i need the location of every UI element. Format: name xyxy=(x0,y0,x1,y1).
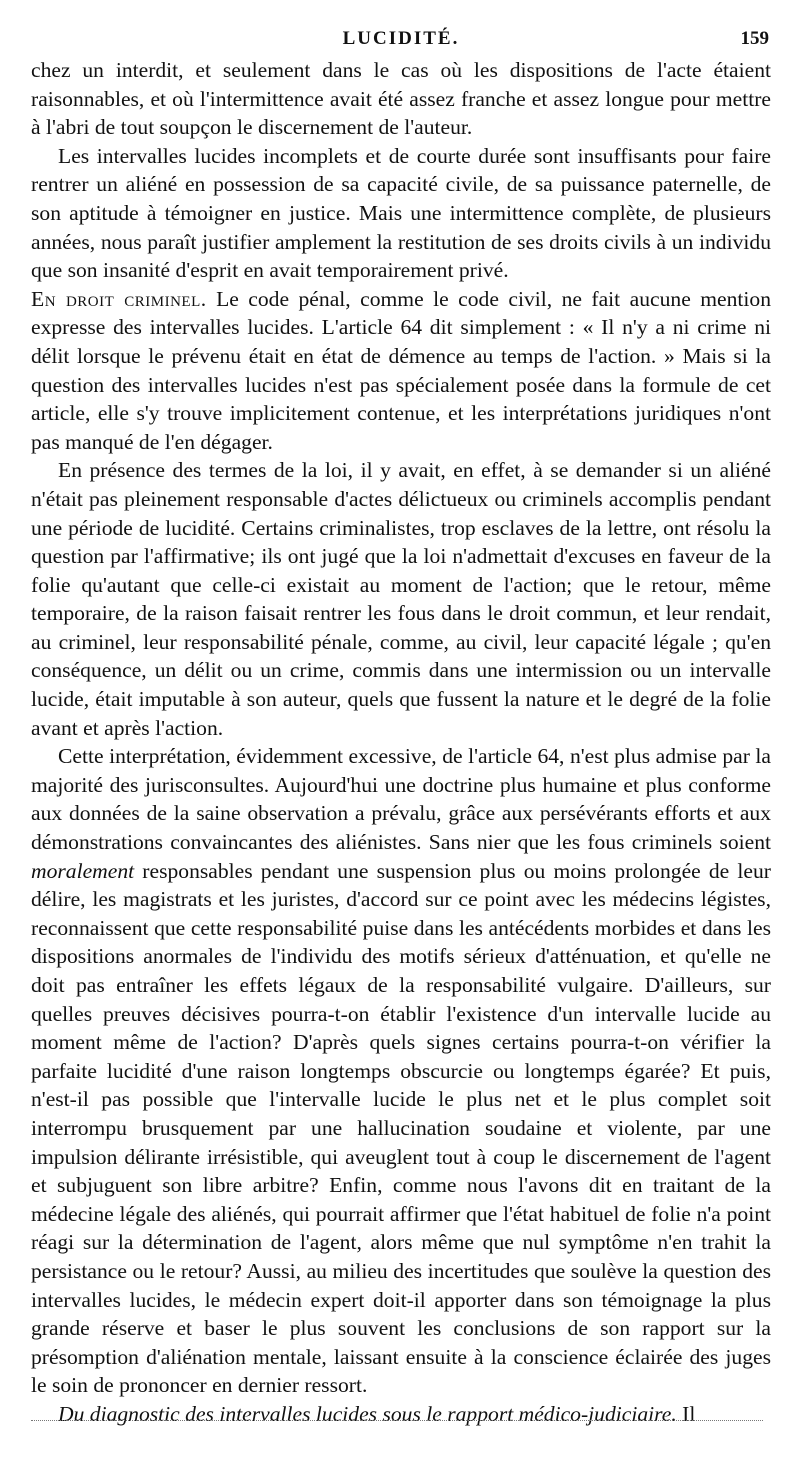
paragraph-5-text-a: Cette interprétation, évidemment excessive, de l'article 64, n'est plus admise par la majorité des jurisconsultes. Aujourd'hui une doctrine plus humaine et plus conforme aux données de la saine observation a prévalu, grâce aux persévérants efforts et aux démonstrations convaincantes des aliénistes. Sans nier que les fous criminels soient xyxy=(31,744,771,855)
paragraph-3-text: Le code pénal, comme le code civil, ne fait aucune mention expresse des intervalles lucides. L'article 64 dit simplement : « Il n'y a ni crime ni délit lorsque le prévenu était en état de démence au temps de l'action. » Mais si la question des intervalles lucides n'est pas spécialement posée dans la formule de cet article, elle s'y trouve implicitement contenue, et les interprétations juridiques n'ont pas manqué de l'en dégager. xyxy=(31,286,771,454)
paragraph-6-text: Il xyxy=(676,1401,696,1426)
book-page xyxy=(31,24,771,1429)
paragraph-5-text-b: responsables pendant une suspension plus ou moins prolongée de leur délire, les magistrats et les juristes, d'accord sur ce point avec les médecins légistes, reconnaissent que cette responsabilité puise dans les antécédents morbides et dans les dispositions anormales de l'individu des motifs sérieux d'atténuation, et qu'elle ne doit pas entraîner les effets légaux de la responsabilité vulgaire. D'ailleurs, sur quelles preuves décisives pourra-t-on établir l'existence d'un intervalle lucide au moment même de l'action? D'après quels signes certains pourra-t-on vérifier la parfaite lucidité d'une raison longtemps obscurcie ou longtemps égarée? Et puis, n'est-il pas possible que l'intervalle lucide le plus net et le plus complet soit interrompu brusquement par une hallucination soudaine et violente, par une impulsion délirante irrésistible, qui aveuglent tout à coup le discernement de l'agent et subjuguent son libre arbitre? Enfin, comme nous l'avons dit en traitant de la médecine légale des aliénés, qui pourrait affirmer que l'état habituel de folie n'a point réagi sur la détermination de l'agent, alors même que nul symptôme n'en trahit la persistance ou le retour? Aussi, au milieu des incertitudes que soulève la question des intervalles lucides, le médecin expert doit-il apporter dans son témoignage la plus grande réserve et baser le plus souvent les conclusions de son rapport sur la présomption d'aliénation mentale, laissant ensuite à la conscience éclairée des juges le soin de prononcer en dernier ressort. xyxy=(31,858,771,1398)
footer-dotted-rule xyxy=(31,1420,763,1421)
page-number: 159 xyxy=(740,28,769,49)
paragraph-2: Les intervalles lucides incomplets et de courte durée sont insuffisants pour faire rentrer un aliéné en possession de sa capacité civile, de sa puissance paternelle, de son aptitude à témoigner en justice. Mais une intermittence complète, de plusieurs années, nous paraît justifier amplement la restitution de ses droits civils à un individu que son insanité d'esprit en avait temporairement privé. xyxy=(31,143,771,283)
paragraph-5 xyxy=(31,742,771,1400)
body-text xyxy=(31,56,771,1429)
paragraph-6 xyxy=(31,1400,771,1429)
section-heading-italic: Du diagnostic des intervalles lucides sous le rapport médico-judiciaire. xyxy=(58,1401,677,1426)
paragraph-4: En présence des termes de la loi, il y avait, en effet, à se demander si un aliéné n'était pas pleinement responsable d'actes délictueux ou criminels accomplis pendant une période de lucidité. Certains criminalistes, trop esclaves de la lettre, ont résolu la question par l'affirmative; ils ont jugé que la loi n'admettait d'excuses en faveur de la folie qu'autant que celle-ci existait au moment de l'action; que le retour, même temporaire, de la raison faisait rentrer les fous dans le droit commun, et leur rendait, au criminel, leur responsabilité pénale, comme, au civil, leur capacité légale ; qu'en conséquence, un délit ou un crime, commis dans une intermission ou un intervalle lucide, était imputable à son auteur, quels que fussent la nature et le degré de la folie avant et après l'action. xyxy=(31,458,771,740)
paragraph-1: chez un interdit, et seulement dans le cas où les dispositions de l'acte étaient raisonnables, et où l'intermittence avait été assez franche et assez longue pour mettre à l'abri de tout soupçon le discernement de l'auteur. xyxy=(31,58,771,140)
section-lead: En droit criminel. xyxy=(31,286,207,311)
paragraph-3 xyxy=(31,285,771,457)
running-head xyxy=(31,24,771,50)
running-title: LUCIDITÉ. xyxy=(342,28,460,49)
emphasis-word: moralement xyxy=(31,858,135,883)
